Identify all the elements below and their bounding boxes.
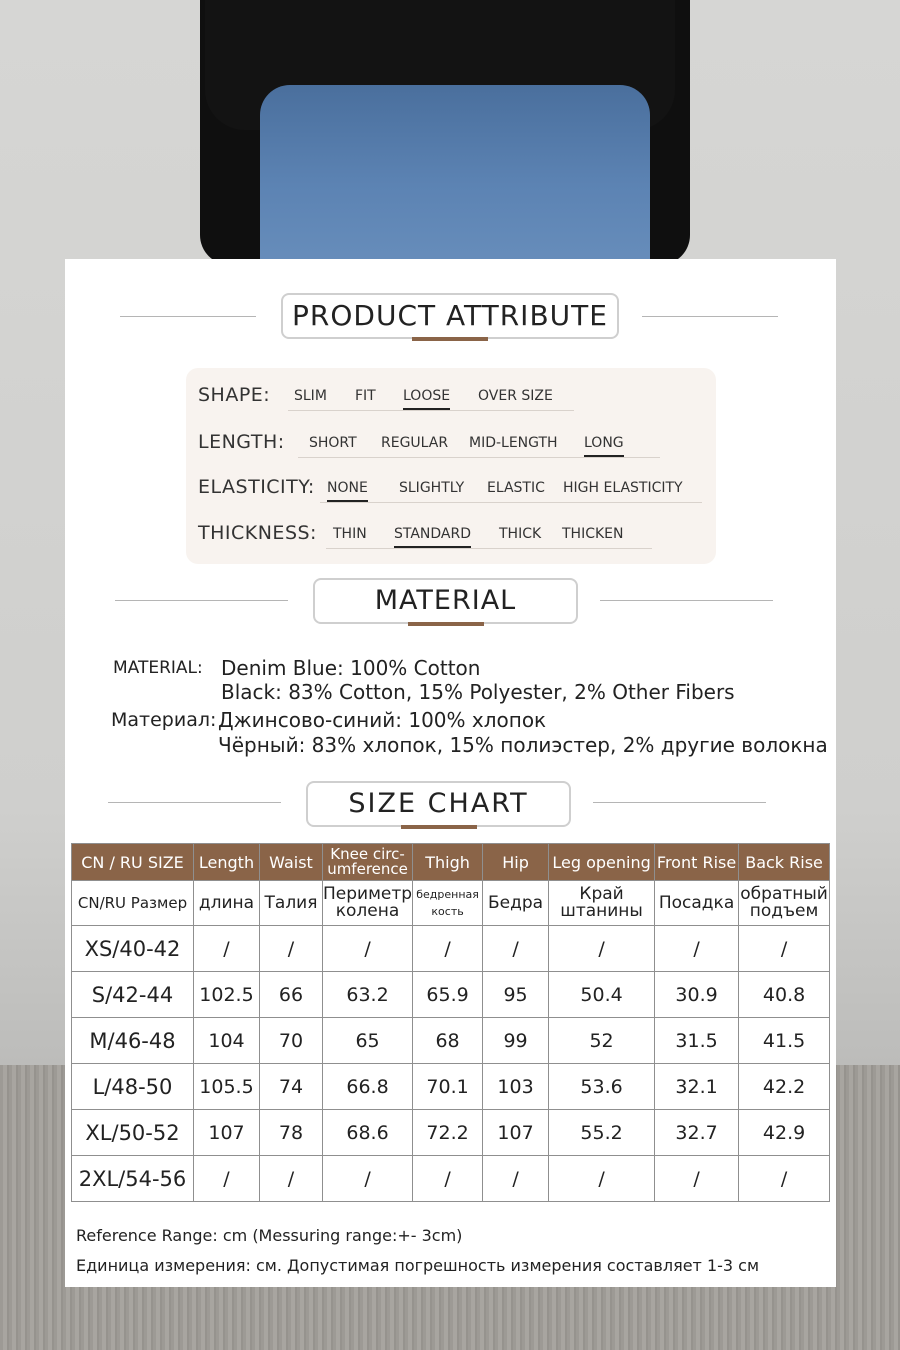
- table-cell: 63.2: [323, 972, 413, 1018]
- table-cell: /: [413, 926, 483, 972]
- title-underline: [408, 622, 484, 626]
- table-cell: 102.5: [194, 972, 260, 1018]
- table-header-cell: Бедра: [483, 881, 549, 926]
- table-header-cell: Посадка: [655, 881, 739, 926]
- material-label-ru: Материал:: [111, 709, 217, 731]
- table-cell: /: [323, 1156, 413, 1202]
- table-cell: 65.9: [413, 972, 483, 1018]
- attr-line: [320, 502, 702, 503]
- material-line: Чёрный: 83% хлопок, 15% полиэстер, 2% другие волокна: [218, 733, 828, 757]
- table-cell: 95: [483, 972, 549, 1018]
- attr-option: SHORT: [309, 435, 357, 451]
- table-cell: XL/50-52: [72, 1110, 194, 1156]
- attr-option: HIGH ELASTICITY: [563, 480, 683, 496]
- table-cell: /: [739, 926, 830, 972]
- table-cell: /: [194, 1156, 260, 1202]
- table-cell: 65: [323, 1018, 413, 1064]
- table-cell: 99: [483, 1018, 549, 1064]
- material-line: Джинсово-синий: 100% хлопок: [218, 708, 547, 732]
- attr-option-selected: LONG: [584, 435, 624, 451]
- table-cell: 66.8: [323, 1064, 413, 1110]
- reference-note-en: Reference Range: cm (Messuring range:+- 3cm): [76, 1226, 463, 1245]
- attr-option-selected: STANDARD: [394, 526, 472, 542]
- table-cell: /: [739, 1156, 830, 1202]
- section-title-text: SIZE CHART: [348, 788, 529, 819]
- attr-line: [288, 410, 574, 411]
- table-cell: 42.2: [739, 1064, 830, 1110]
- table-cell: /: [483, 1156, 549, 1202]
- table-cell: 32.7: [655, 1110, 739, 1156]
- table-cell: 31.5: [655, 1018, 739, 1064]
- table-cell: 53.6: [549, 1064, 655, 1110]
- divider-line: [115, 600, 288, 601]
- attr-option: FIT: [355, 388, 376, 404]
- table-row: [72, 1064, 830, 1110]
- table-cell: 66: [260, 972, 323, 1018]
- table-header-cell: длина: [194, 881, 260, 926]
- table-cell: /: [655, 926, 739, 972]
- attr-option: MID-LENGTH: [469, 435, 558, 451]
- divider-line: [120, 316, 256, 317]
- table-cell: /: [413, 1156, 483, 1202]
- table-header-ru: [72, 881, 830, 926]
- attr-label: LENGTH:: [198, 431, 285, 453]
- attr-option: THICKEN: [562, 526, 624, 542]
- table-cell: /: [655, 1156, 739, 1202]
- attr-option: REGULAR: [381, 435, 449, 451]
- table-cell: 104: [194, 1018, 260, 1064]
- table-cell: 52: [549, 1018, 655, 1064]
- size-table: [71, 843, 830, 1202]
- divider-line: [642, 316, 778, 317]
- attr-option-selected: LOOSE: [403, 388, 451, 404]
- model-jeans: [260, 85, 650, 285]
- table-header-cell: Waist: [260, 844, 323, 881]
- table-cell: /: [323, 926, 413, 972]
- table-cell: 68.6: [323, 1110, 413, 1156]
- table-header-cell: Back Rise: [739, 844, 830, 881]
- section-title-material: [313, 578, 578, 624]
- table-cell: /: [194, 926, 260, 972]
- table-row: [72, 926, 830, 972]
- table-header-cell: Front Rise: [655, 844, 739, 881]
- table-header-cell: Талия: [260, 881, 323, 926]
- attr-option-selected: NONE: [327, 480, 368, 496]
- material-label-en: MATERIAL:: [113, 658, 203, 678]
- section-title-attribute: [281, 293, 619, 339]
- attr-line: [326, 548, 652, 549]
- table-cell: XS/40-42: [72, 926, 194, 972]
- table-cell: /: [260, 926, 323, 972]
- attr-label: THICKNESS:: [198, 522, 317, 544]
- table-header-cell: Hip: [483, 844, 549, 881]
- table-cell: 32.1: [655, 1064, 739, 1110]
- table-cell: 107: [483, 1110, 549, 1156]
- attr-option: OVER SIZE: [478, 388, 553, 404]
- attr-option: SLIM: [294, 388, 327, 404]
- table-cell: 105.5: [194, 1064, 260, 1110]
- table-cell: /: [483, 926, 549, 972]
- table-cell: 68: [413, 1018, 483, 1064]
- table-row: [72, 1018, 830, 1064]
- table-cell: /: [549, 926, 655, 972]
- attr-label: SHAPE:: [198, 384, 271, 406]
- table-cell: 72.2: [413, 1110, 483, 1156]
- table-cell: 42.9: [739, 1110, 830, 1156]
- reference-note-ru: Единица измерения: см. Допустимая погрешность измерения составляет 1-3 см: [76, 1256, 760, 1275]
- attr-option: ELASTIC: [487, 480, 545, 496]
- attr-option: THIN: [333, 526, 367, 542]
- table-row: [72, 972, 830, 1018]
- table-header-cell: обратный подъем: [739, 881, 830, 926]
- table-cell: L/48-50: [72, 1064, 194, 1110]
- table-header-cell: Length: [194, 844, 260, 881]
- table-header-cell: Край штанины: [549, 881, 655, 926]
- table-row: [72, 1156, 830, 1202]
- table-cell: 74: [260, 1064, 323, 1110]
- attr-label: ELASTICITY:: [198, 476, 315, 498]
- table-cell: 107: [194, 1110, 260, 1156]
- attribute-box: [186, 368, 716, 564]
- info-card: [65, 259, 836, 1287]
- table-cell: /: [260, 1156, 323, 1202]
- table-cell: 41.5: [739, 1018, 830, 1064]
- table-cell: /: [549, 1156, 655, 1202]
- material-line: Black: 83% Cotton, 15% Polyester, 2% Other Fibers: [221, 680, 735, 704]
- title-underline: [401, 825, 477, 829]
- table-header-cell: Leg opening: [549, 844, 655, 881]
- divider-line: [600, 600, 773, 601]
- title-underline: [412, 337, 488, 341]
- table-header-en: [72, 844, 830, 881]
- table-cell: M/46-48: [72, 1018, 194, 1064]
- attr-option: THICK: [499, 526, 542, 542]
- table-header-cell: бедренная кость: [413, 881, 483, 926]
- table-header-cell: CN/RU Размер: [72, 881, 194, 926]
- table-cell: 103: [483, 1064, 549, 1110]
- divider-line: [593, 802, 766, 803]
- table-cell: 50.4: [549, 972, 655, 1018]
- section-title-text: PRODUCT ATTRIBUTE: [292, 299, 608, 332]
- table-cell: 40.8: [739, 972, 830, 1018]
- table-cell: S/42-44: [72, 972, 194, 1018]
- table-header-cell: Thigh: [413, 844, 483, 881]
- table-cell: 55.2: [549, 1110, 655, 1156]
- table-cell: 78: [260, 1110, 323, 1156]
- table-header-cell: Периметр колена: [323, 881, 413, 926]
- table-cell: 2XL/54-56: [72, 1156, 194, 1202]
- table-cell: 30.9: [655, 972, 739, 1018]
- section-title-text: MATERIAL: [374, 585, 517, 616]
- table-cell: 70: [260, 1018, 323, 1064]
- table-cell: 70.1: [413, 1064, 483, 1110]
- attr-line: [298, 457, 660, 458]
- attr-option: SLIGHTLY: [399, 480, 465, 496]
- table-header-cell: Knee circ-umference: [323, 844, 413, 881]
- material-line: Denim Blue: 100% Cotton: [221, 656, 481, 680]
- table-header-cell: CN / RU SIZE: [72, 844, 194, 881]
- divider-line: [108, 802, 281, 803]
- section-title-size: [306, 781, 571, 827]
- table-row: [72, 1110, 830, 1156]
